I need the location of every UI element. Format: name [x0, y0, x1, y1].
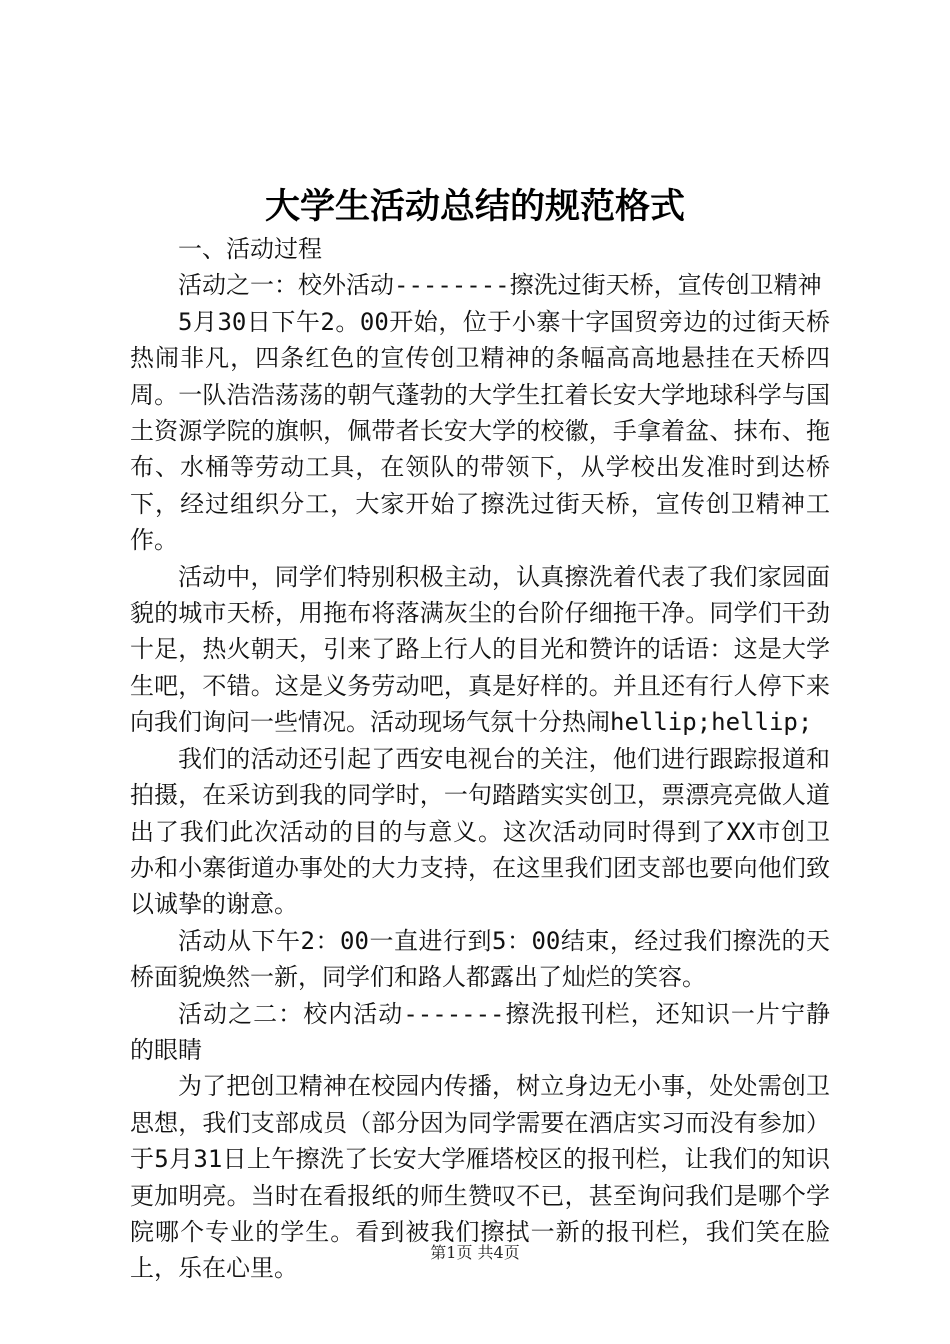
body-paragraph: 我们的活动还引起了西安电视台的关注，他们进行跟踪报道和拍摄，在采访到我的同学时，一句踏踏实实创卫，票漂亮亮做人道出了我们此次活动的目的与意义。这次活动同时得到了XX市创卫办和小寨街道办事处的大力支持，在这里我们团支部也要向他们致以诚挚的谢意。: [130, 744, 830, 919]
body-paragraph: 为了把创卫精神在校园内传播，树立身边无小事，处处需创卫思想，我们支部成员（部分因为同学需要在酒店实习而没有参加）于5月31日上午擦洗了长安大学雁塔校区的报刊栏，让我们的知识更加明亮。当时在看报纸的师生赞叹不已，甚至询问我们是哪个学院哪个专业的学生。看到被我们擦拭一新的报刊栏，我们笑在脸上，乐在心里。: [130, 1072, 830, 1283]
section-heading: 一、活动过程: [178, 235, 322, 263]
body-paragraph: 5月30日下午2。00开始，位于小寨十字国贸旁边的过街天桥热闹非凡，四条红色的宣传创卫精神的条幅高高地悬挂在天桥四周。一队浩浩荡荡的朝气蓬勃的大学生扛着长安大学地球科学与国土资源学院的旗帜，佩带者长安大学的校徽，手拿着盆、抹布、拖布、水桶等劳动工具，在领队的带领下，从学校出发准时到达桥下，经过组织分工，大家开始了擦洗过街天桥，宣传创卫精神工作。: [130, 307, 830, 555]
document-body: [130, 231, 830, 1287]
body-paragraph: 活动中，同学们特别积极主动，认真擦洗着代表了我们家园面貌的城市天桥，用拖布将落满灰尘的台阶仔细拖干净。同学们干劲十足，热火朝天，引来了路上行人的目光和赞许的话语：这是大学生吧，不错。这是义务劳动吧，真是好样的。并且还有行人停下来向我们询问一些情况。活动现场气氛十分热闹hellip;hellip;: [130, 562, 830, 737]
activity-two-heading: 活动之二：校内活动-------擦洗报刊栏，还知识一片宁静的眼睛: [130, 999, 830, 1064]
page-number-footer: 第1页 共4页: [430, 1243, 520, 1262]
body-paragraph: 活动从下午2：00一直进行到5：00结束，经过我们擦洗的天桥面貌焕然一新，同学们和路人都露出了灿烂的笑容。: [130, 926, 830, 992]
activity-one-heading: 活动之一：校外活动--------擦洗过街天桥，宣传创卫精神: [178, 271, 822, 300]
document-title: 大学生活动总结的规范格式: [264, 186, 685, 227]
